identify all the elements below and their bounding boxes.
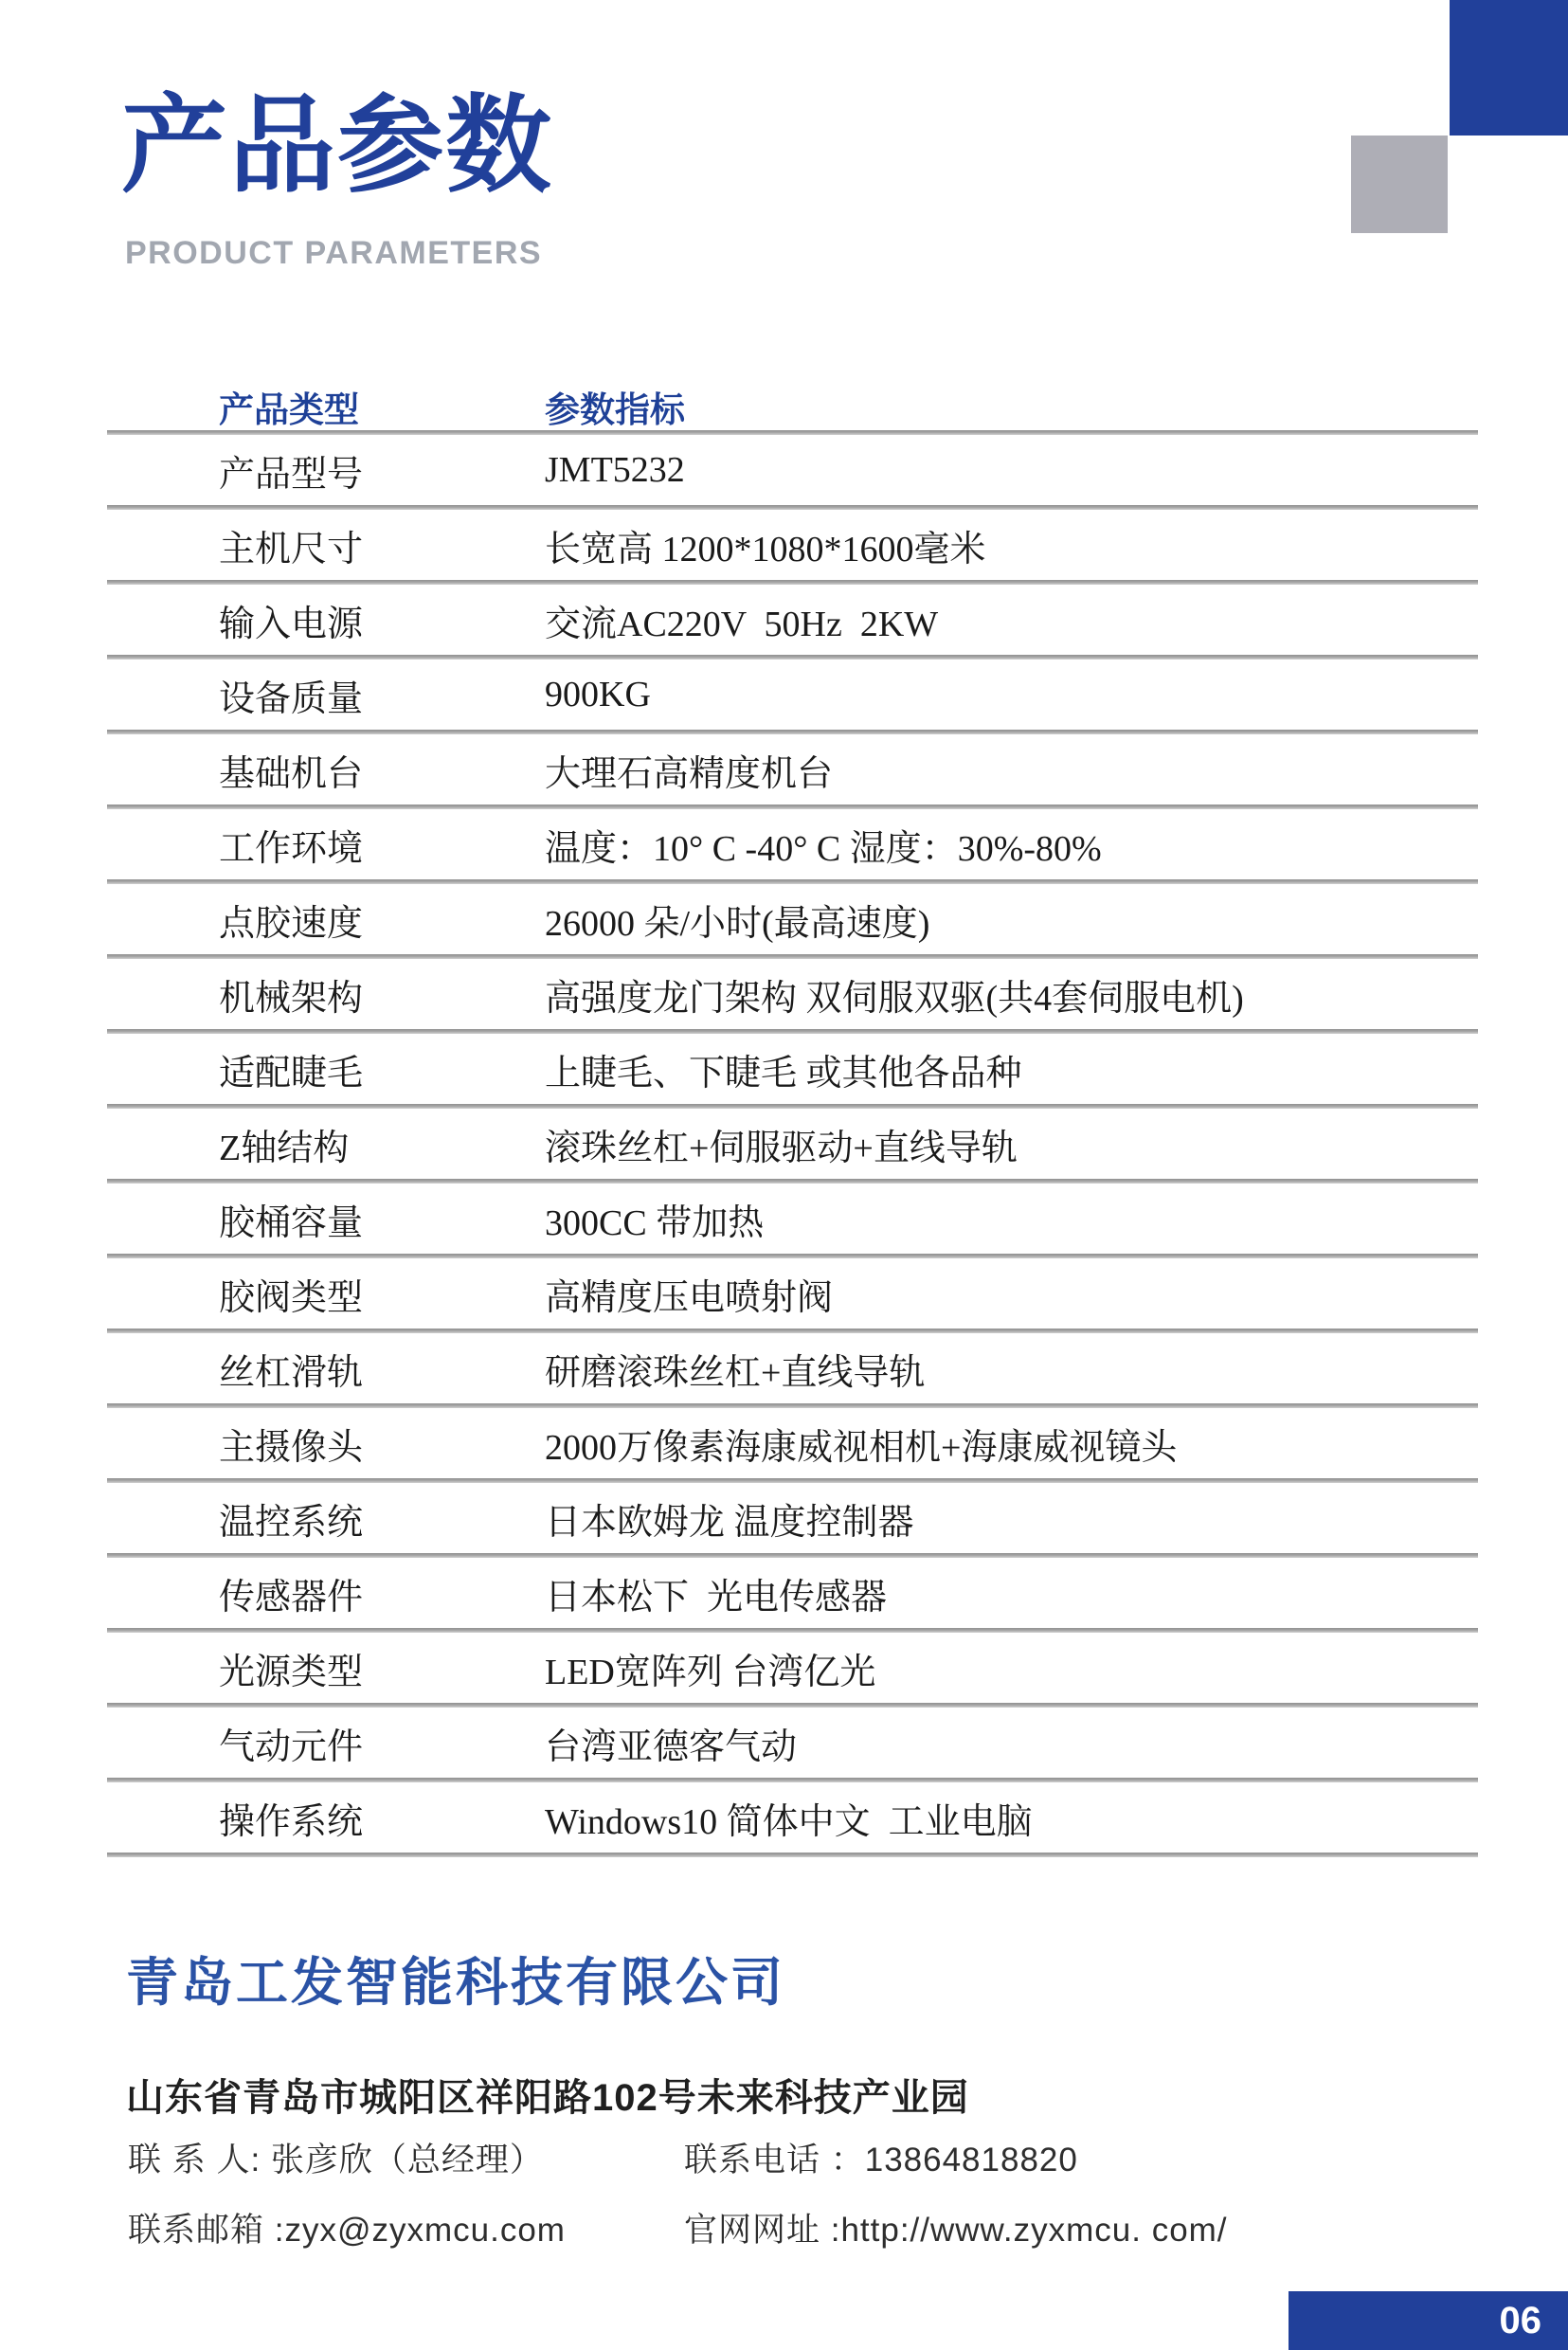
- page-subtitle: PRODUCT PARAMETERS: [125, 235, 543, 271]
- row-value: 300CC 带加热: [545, 1202, 765, 1243]
- row-separator: [107, 1853, 1478, 1857]
- row-label: 适配睫毛: [219, 1053, 364, 1094]
- row-value: 日本欧姆龙 温度控制器: [545, 1502, 914, 1543]
- row-value: 交流AC220V 50Hz 2KW: [545, 604, 939, 644]
- row-value: 大理石高精度机台: [545, 753, 834, 794]
- row-label: 产品型号: [219, 454, 364, 495]
- table-row: [107, 1109, 1478, 1179]
- row-value: 上睫毛、下睫毛 或其他各品种: [545, 1053, 1022, 1094]
- table-row: [107, 809, 1478, 879]
- row-label: 点胶速度: [219, 903, 364, 944]
- row-label: 工作环境: [219, 828, 364, 869]
- row-value: 温度：10° C -40° C 湿度：30%-80%: [545, 828, 1102, 869]
- table-row: [107, 1633, 1478, 1703]
- table-header-product-type: 产品类型: [219, 390, 359, 429]
- row-label: 设备质量: [219, 678, 364, 719]
- table-row: [107, 1258, 1478, 1329]
- company-address: 山东省青岛市城阳区祥阳路102号未来科技产业园: [126, 2077, 969, 2119]
- contact-person: 联 系 人: 张彦欣（总经理）: [128, 2142, 544, 2178]
- row-label: 胶阀类型: [219, 1277, 364, 1318]
- table-row: [107, 1034, 1478, 1104]
- row-value: 滚珠丝杠+伺服驱动+直线导轨: [545, 1128, 1018, 1168]
- company-name: 青岛工发智能科技有限公司: [126, 1953, 786, 2012]
- row-value: 高精度压电喷射阀: [545, 1277, 834, 1318]
- row-value: LED宽阵列 台湾亿光: [545, 1652, 876, 1692]
- table-row: [107, 585, 1478, 655]
- table-header-parameter: 参数指标: [545, 390, 685, 429]
- row-label: 胶桶容量: [219, 1202, 364, 1243]
- row-value: 26000 朵/小时(最高速度): [545, 903, 930, 944]
- row-label: Z轴结构: [219, 1128, 350, 1168]
- table-row: [107, 1782, 1478, 1853]
- row-value: 2000万像素海康威视相机+海康威视镜头: [545, 1427, 1178, 1468]
- row-value: 日本松下 光电传感器: [545, 1577, 888, 1618]
- row-label: 气动元件: [219, 1726, 364, 1767]
- corner-blue-rect: [1450, 0, 1568, 136]
- row-label: 主机尺寸: [219, 529, 364, 569]
- row-value: JMT5232: [545, 450, 685, 490]
- row-label: 光源类型: [219, 1652, 364, 1692]
- row-value: 长宽高 1200*1080*1600毫米: [545, 529, 986, 569]
- row-label: 操作系统: [219, 1801, 364, 1842]
- table-row: [107, 1184, 1478, 1254]
- page-title: 产品参数: [121, 86, 553, 205]
- table-row: [107, 734, 1478, 804]
- contact-email: 联系邮箱 :zyx@zyxmcu.com: [128, 2212, 566, 2249]
- table-row: [107, 959, 1478, 1029]
- table-row: [107, 884, 1478, 954]
- row-label: 主摄像头: [219, 1427, 364, 1468]
- row-label: 机械架构: [219, 978, 364, 1019]
- row-label: 丝杠滑轨: [219, 1352, 364, 1393]
- table-row: [107, 660, 1478, 730]
- table-row: [107, 435, 1478, 505]
- row-value: 900KG: [545, 675, 651, 714]
- row-value: 研磨滚珠丝杠+直线导轨: [545, 1352, 926, 1393]
- row-label: 基础机台: [219, 753, 364, 794]
- row-value: 台湾亚德客气动: [545, 1726, 798, 1767]
- page-number: 06: [1499, 2299, 1541, 2341]
- table-row: [107, 1333, 1478, 1403]
- website-url: 官网网址 :http://www.zyxmcu. com/: [684, 2212, 1228, 2249]
- row-value: 高强度龙门架构 双伺服双驱(共4套伺服电机): [545, 978, 1244, 1019]
- spec-table-rows: [107, 435, 1478, 1857]
- row-value: Windows10 简体中文 工业电脑: [545, 1801, 1033, 1842]
- contact-phone: 联系电话 ：13864818820: [684, 2142, 1078, 2178]
- row-label: 输入电源: [219, 604, 364, 644]
- row-label: 传感器件: [219, 1577, 364, 1618]
- corner-gray-square: [1351, 136, 1448, 233]
- page-number-box: [1289, 2291, 1568, 2350]
- table-row: [107, 510, 1478, 580]
- row-label: 温控系统: [219, 1502, 364, 1543]
- table-row: [107, 1708, 1478, 1778]
- table-header-row: [107, 381, 1478, 430]
- spec-table: [107, 381, 1478, 1857]
- table-row: [107, 1483, 1478, 1553]
- table-row: [107, 1558, 1478, 1628]
- table-row: [107, 1408, 1478, 1478]
